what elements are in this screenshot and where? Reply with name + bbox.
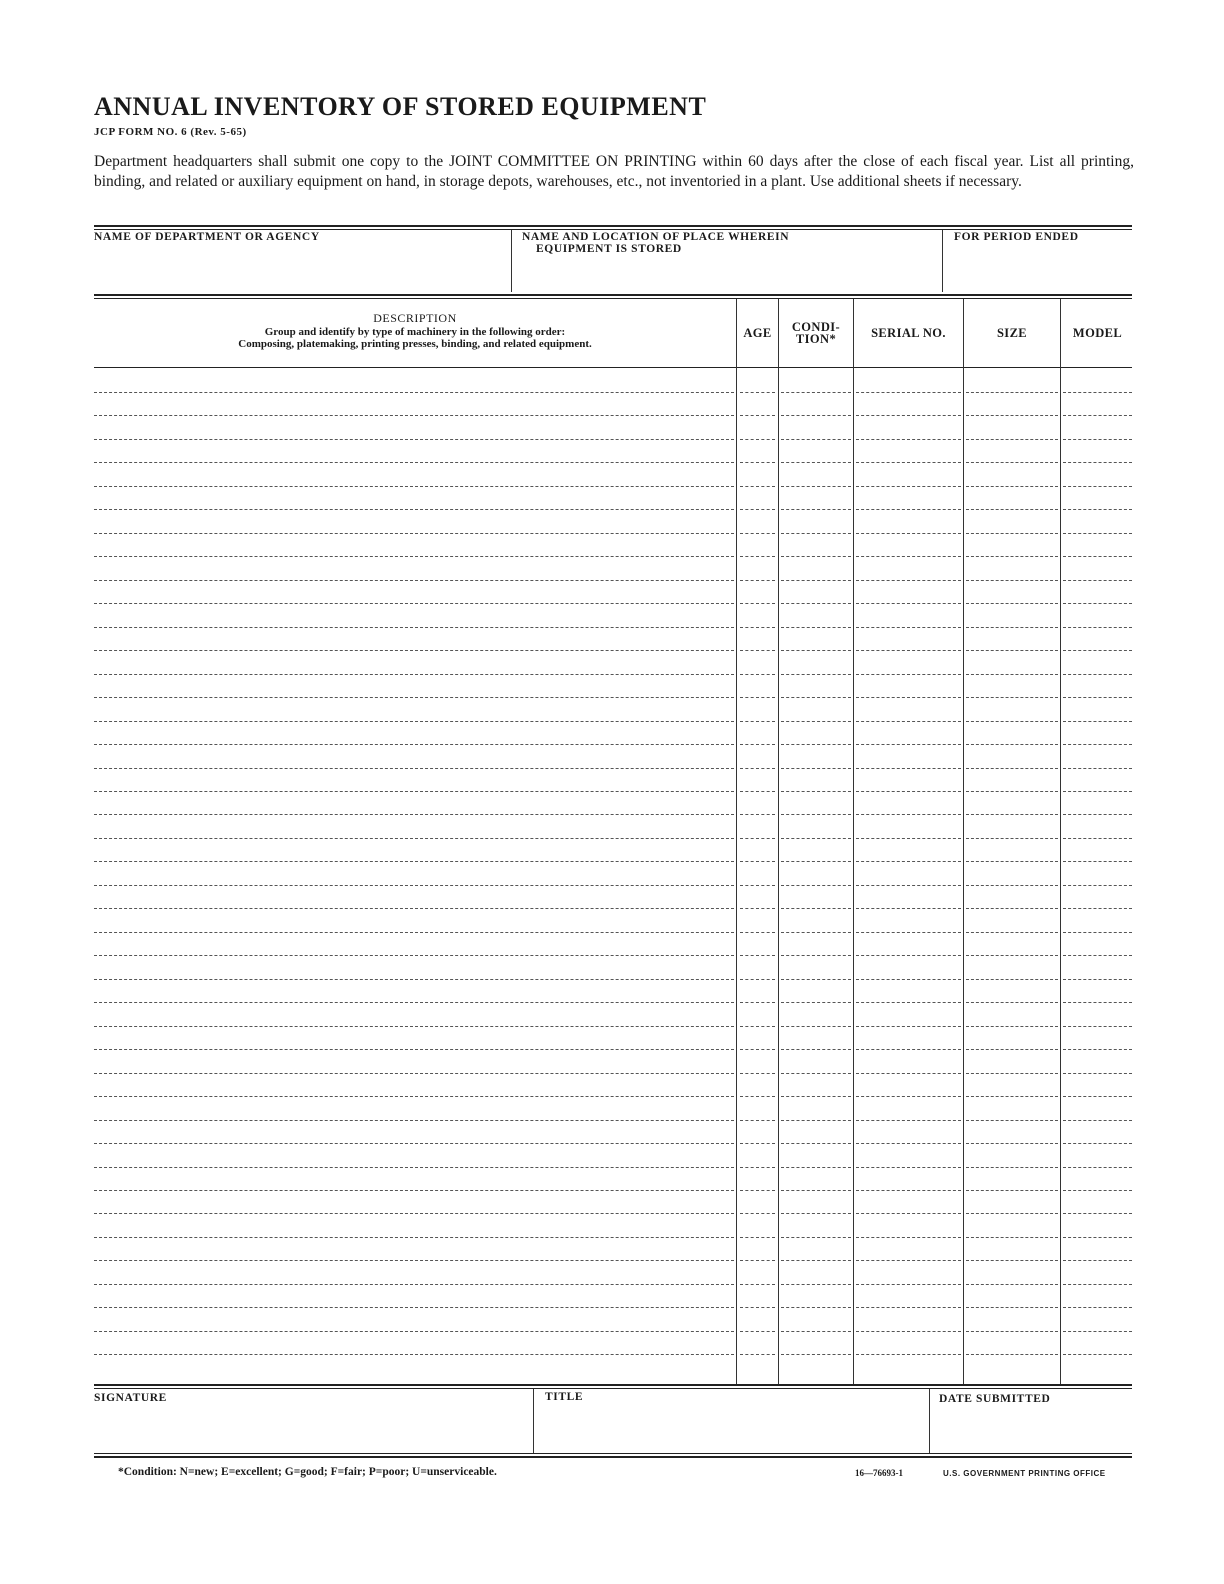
entry-line[interactable] bbox=[856, 486, 961, 487]
entry-line[interactable] bbox=[740, 721, 775, 722]
entry-line[interactable] bbox=[1063, 603, 1132, 604]
entry-line[interactable] bbox=[966, 439, 1058, 440]
entry-line[interactable] bbox=[1063, 392, 1132, 393]
entry-line[interactable] bbox=[966, 1190, 1058, 1191]
entry-line[interactable] bbox=[1063, 744, 1132, 745]
entry-line[interactable] bbox=[781, 885, 851, 886]
entry-line[interactable] bbox=[1063, 627, 1132, 628]
col-divider-model bbox=[1060, 299, 1061, 1384]
entry-line[interactable] bbox=[1063, 861, 1132, 862]
entry-line[interactable] bbox=[966, 1237, 1058, 1238]
entry-line[interactable] bbox=[966, 768, 1058, 769]
entry-line[interactable] bbox=[966, 650, 1058, 651]
entry-line[interactable] bbox=[740, 603, 775, 604]
location-label-line1: NAME AND LOCATION OF PLACE WHEREIN bbox=[522, 231, 790, 243]
entry-line[interactable] bbox=[856, 721, 961, 722]
entry-line[interactable] bbox=[1063, 721, 1132, 722]
entry-line[interactable] bbox=[966, 556, 1058, 557]
entry-line[interactable] bbox=[1063, 838, 1132, 839]
table-top-rule-thick bbox=[94, 294, 1132, 296]
col-divider-age bbox=[736, 299, 737, 1384]
entry-line[interactable] bbox=[94, 932, 734, 933]
entry-line[interactable] bbox=[1063, 1120, 1132, 1121]
form-code: 16—76693-1 bbox=[855, 1468, 903, 1478]
entry-line[interactable] bbox=[94, 814, 734, 815]
entry-line[interactable] bbox=[781, 1167, 851, 1168]
entry-line[interactable] bbox=[966, 1120, 1058, 1121]
entry-line[interactable] bbox=[1063, 697, 1132, 698]
entry-line[interactable] bbox=[740, 650, 775, 651]
entry-line[interactable] bbox=[781, 744, 851, 745]
entry-line[interactable] bbox=[781, 1026, 851, 1027]
entry-line[interactable] bbox=[1063, 1331, 1132, 1332]
entry-line[interactable] bbox=[1063, 885, 1132, 886]
entry-line[interactable] bbox=[856, 1307, 961, 1308]
entry-line[interactable] bbox=[94, 721, 734, 722]
entry-line[interactable] bbox=[856, 439, 961, 440]
size-header: SIZE bbox=[996, 326, 1028, 340]
entry-line[interactable] bbox=[94, 674, 734, 675]
entry-line[interactable] bbox=[856, 1284, 961, 1285]
entry-line[interactable] bbox=[966, 580, 1058, 581]
entry-line[interactable] bbox=[966, 1331, 1058, 1332]
entry-line[interactable] bbox=[94, 1260, 734, 1261]
entry-line[interactable] bbox=[740, 955, 775, 956]
entry-line[interactable] bbox=[1063, 768, 1132, 769]
entry-line[interactable] bbox=[856, 1096, 961, 1097]
entry-line[interactable] bbox=[856, 1190, 961, 1191]
entry-line[interactable] bbox=[856, 674, 961, 675]
entry-line[interactable] bbox=[966, 838, 1058, 839]
entry-line[interactable] bbox=[781, 1143, 851, 1144]
entry-line[interactable] bbox=[94, 1002, 734, 1003]
entry-line[interactable] bbox=[1063, 1002, 1132, 1003]
entry-line[interactable] bbox=[856, 650, 961, 651]
entry-line[interactable] bbox=[781, 768, 851, 769]
entry-line[interactable] bbox=[94, 650, 734, 651]
entry-line[interactable] bbox=[966, 462, 1058, 463]
entry-line[interactable] bbox=[856, 1143, 961, 1144]
entry-line[interactable] bbox=[1063, 1354, 1132, 1355]
entry-line[interactable] bbox=[94, 791, 734, 792]
form-number: JCP FORM NO. 6 (Rev. 5-65) bbox=[94, 126, 247, 138]
entry-line[interactable] bbox=[1063, 1049, 1132, 1050]
description-header bbox=[94, 312, 736, 350]
entry-line[interactable] bbox=[856, 1002, 961, 1003]
entry-line[interactable] bbox=[1063, 1167, 1132, 1168]
entry-line[interactable] bbox=[781, 697, 851, 698]
entry-line[interactable] bbox=[94, 509, 734, 510]
entry-line[interactable] bbox=[1063, 1237, 1132, 1238]
entry-line[interactable] bbox=[740, 1260, 775, 1261]
age-header: AGE bbox=[743, 326, 772, 340]
entry-line[interactable] bbox=[856, 697, 961, 698]
entry-line[interactable] bbox=[966, 509, 1058, 510]
entry-line[interactable] bbox=[740, 791, 775, 792]
location-field-label bbox=[522, 231, 789, 255]
entry-line[interactable] bbox=[94, 885, 734, 886]
entry-line[interactable] bbox=[1063, 814, 1132, 815]
entry-line[interactable] bbox=[1063, 650, 1132, 651]
location-field[interactable] bbox=[514, 260, 938, 290]
entry-line[interactable] bbox=[966, 533, 1058, 534]
entry-line[interactable] bbox=[856, 415, 961, 416]
entry-line[interactable] bbox=[966, 697, 1058, 698]
entry-line[interactable] bbox=[856, 1260, 961, 1261]
entry-line[interactable] bbox=[966, 1354, 1058, 1355]
entry-line[interactable] bbox=[966, 1284, 1058, 1285]
entry-line[interactable] bbox=[740, 697, 775, 698]
entry-line[interactable] bbox=[966, 908, 1058, 909]
entry-line[interactable] bbox=[740, 1049, 775, 1050]
entry-line[interactable] bbox=[94, 979, 734, 980]
entry-line[interactable] bbox=[94, 768, 734, 769]
entry-line[interactable] bbox=[740, 580, 775, 581]
entry-line[interactable] bbox=[1063, 955, 1132, 956]
col-divider-serial bbox=[853, 299, 854, 1384]
bottom-rule-thin bbox=[94, 1388, 1132, 1389]
model-header: MODEL bbox=[1072, 326, 1123, 340]
entry-line[interactable] bbox=[94, 556, 734, 557]
entry-line[interactable] bbox=[856, 556, 961, 557]
entry-line[interactable] bbox=[740, 1026, 775, 1027]
entry-line[interactable] bbox=[1063, 415, 1132, 416]
entry-line[interactable] bbox=[740, 885, 775, 886]
entry-line[interactable] bbox=[740, 1096, 775, 1097]
entry-line[interactable] bbox=[781, 861, 851, 862]
entry-line[interactable] bbox=[856, 979, 961, 980]
entry-line[interactable] bbox=[856, 768, 961, 769]
entry-line[interactable] bbox=[856, 1073, 961, 1074]
entry-line[interactable] bbox=[94, 580, 734, 581]
condition-header-line2: TION* bbox=[795, 332, 837, 346]
entry-line[interactable] bbox=[966, 1213, 1058, 1214]
entry-line[interactable] bbox=[781, 814, 851, 815]
entry-line[interactable] bbox=[94, 439, 734, 440]
top-divider-2 bbox=[942, 230, 943, 292]
entry-line[interactable] bbox=[740, 768, 775, 769]
entry-line[interactable] bbox=[781, 580, 851, 581]
entry-line[interactable] bbox=[966, 486, 1058, 487]
entry-line[interactable] bbox=[740, 674, 775, 675]
entry-line[interactable] bbox=[966, 979, 1058, 980]
entry-line[interactable] bbox=[94, 1120, 734, 1121]
entry-line[interactable] bbox=[1063, 533, 1132, 534]
entry-line[interactable] bbox=[1063, 439, 1132, 440]
entry-line[interactable] bbox=[740, 1354, 775, 1355]
entry-line[interactable] bbox=[94, 1049, 734, 1050]
entry-line[interactable] bbox=[94, 1190, 734, 1191]
entry-line[interactable] bbox=[856, 955, 961, 956]
entry-line[interactable] bbox=[94, 1284, 734, 1285]
entry-line[interactable] bbox=[740, 1213, 775, 1214]
serial-header: SERIAL NO. bbox=[871, 326, 946, 340]
entry-line[interactable] bbox=[94, 744, 734, 745]
title-field[interactable] bbox=[537, 1408, 925, 1450]
entry-line[interactable] bbox=[94, 1354, 734, 1355]
entry-line[interactable] bbox=[856, 814, 961, 815]
entry-line[interactable] bbox=[740, 1284, 775, 1285]
condition-header bbox=[779, 298, 853, 368]
entry-line[interactable] bbox=[740, 1002, 775, 1003]
entry-line[interactable] bbox=[856, 462, 961, 463]
entry-line[interactable] bbox=[781, 1073, 851, 1074]
entry-line[interactable] bbox=[740, 1073, 775, 1074]
entry-line[interactable] bbox=[781, 1213, 851, 1214]
entry-line[interactable] bbox=[94, 603, 734, 604]
entry-line[interactable] bbox=[856, 1026, 961, 1027]
entry-line[interactable] bbox=[856, 885, 961, 886]
entry-line[interactable] bbox=[966, 1026, 1058, 1027]
entry-line[interactable] bbox=[1063, 1073, 1132, 1074]
entry-line[interactable] bbox=[781, 1284, 851, 1285]
entry-line[interactable] bbox=[856, 627, 961, 628]
entry-line[interactable] bbox=[781, 415, 851, 416]
entry-line[interactable] bbox=[781, 721, 851, 722]
entry-line[interactable] bbox=[781, 1190, 851, 1191]
entry-line[interactable] bbox=[781, 1002, 851, 1003]
description-note-line1: Group and identify by type of machinery in the following order: bbox=[264, 326, 566, 338]
entry-line[interactable] bbox=[966, 674, 1058, 675]
entry-line[interactable] bbox=[781, 627, 851, 628]
entry-line[interactable] bbox=[740, 1120, 775, 1121]
top-divider-1 bbox=[511, 230, 512, 292]
footer-rule-thin bbox=[94, 1453, 1132, 1454]
entry-line[interactable] bbox=[94, 486, 734, 487]
entry-line[interactable] bbox=[781, 1331, 851, 1332]
condition-header-line1: CONDI- bbox=[791, 320, 841, 334]
entry-line[interactable] bbox=[1063, 908, 1132, 909]
entry-line[interactable] bbox=[740, 1331, 775, 1332]
entry-line[interactable] bbox=[966, 1167, 1058, 1168]
entry-line[interactable] bbox=[966, 861, 1058, 862]
entry-line[interactable] bbox=[856, 1167, 961, 1168]
entry-line[interactable] bbox=[94, 1073, 734, 1074]
entry-line[interactable] bbox=[781, 462, 851, 463]
entry-line[interactable] bbox=[94, 533, 734, 534]
entry-line[interactable] bbox=[1063, 1260, 1132, 1261]
entry-line[interactable] bbox=[1063, 556, 1132, 557]
entry-line[interactable] bbox=[781, 1354, 851, 1355]
entry-line[interactable] bbox=[94, 627, 734, 628]
signature-field-label: SIGNATURE bbox=[94, 1392, 167, 1404]
entry-line[interactable] bbox=[781, 603, 851, 604]
entry-line[interactable] bbox=[94, 838, 734, 839]
period-field[interactable] bbox=[946, 248, 1130, 290]
entry-line[interactable] bbox=[856, 861, 961, 862]
entry-line[interactable] bbox=[740, 415, 775, 416]
entry-line[interactable] bbox=[966, 955, 1058, 956]
entry-line[interactable] bbox=[856, 1331, 961, 1332]
col-divider-size bbox=[963, 299, 964, 1384]
entry-line[interactable] bbox=[966, 744, 1058, 745]
entry-line[interactable] bbox=[856, 838, 961, 839]
entry-line[interactable] bbox=[966, 932, 1058, 933]
entry-line[interactable] bbox=[740, 932, 775, 933]
entry-line[interactable] bbox=[1063, 580, 1132, 581]
entry-line[interactable] bbox=[966, 1073, 1058, 1074]
entry-line[interactable] bbox=[1063, 1284, 1132, 1285]
entry-line[interactable] bbox=[740, 509, 775, 510]
entry-line[interactable] bbox=[966, 1002, 1058, 1003]
entry-line[interactable] bbox=[1063, 791, 1132, 792]
entry-line[interactable] bbox=[856, 932, 961, 933]
entry-line[interactable] bbox=[740, 744, 775, 745]
instructions-text: Department headquarters shall submit one copy to the JOINT COMMITTEE ON PRINTING within 60 days after the close of each fiscal year. List all printing, binding, and related or auxiliary equipment on hand, in storage depots, warehouses, etc., not inventoried in a plant. Use additional sheets if necessary. bbox=[94, 153, 1134, 190]
entry-line[interactable] bbox=[856, 603, 961, 604]
entry-line[interactable] bbox=[1063, 1190, 1132, 1191]
entry-line[interactable] bbox=[94, 697, 734, 698]
entry-line[interactable] bbox=[966, 603, 1058, 604]
entry-line[interactable] bbox=[1063, 979, 1132, 980]
entry-line[interactable] bbox=[94, 415, 734, 416]
period-field-label: FOR PERIOD ENDED bbox=[954, 231, 1079, 243]
bottom-rule-thick bbox=[94, 1384, 1132, 1386]
entry-line[interactable] bbox=[781, 908, 851, 909]
entry-line[interactable] bbox=[1063, 1026, 1132, 1027]
entry-line[interactable] bbox=[781, 1049, 851, 1050]
entry-line[interactable] bbox=[740, 861, 775, 862]
entry-line[interactable] bbox=[1063, 932, 1132, 933]
entry-line[interactable] bbox=[740, 1307, 775, 1308]
entry-line[interactable] bbox=[781, 650, 851, 651]
description-note-line2: Composing, platemaking, printing presses, binding, and related equipment. bbox=[238, 338, 592, 350]
entry-line[interactable] bbox=[740, 392, 775, 393]
department-field-label: NAME OF DEPARTMENT OR AGENCY bbox=[94, 231, 320, 243]
entry-line[interactable] bbox=[94, 1307, 734, 1308]
entry-line[interactable] bbox=[781, 791, 851, 792]
entry-line[interactable] bbox=[781, 1307, 851, 1308]
entry-line[interactable] bbox=[781, 1096, 851, 1097]
printer-imprint: U.S. GOVERNMENT PRINTING OFFICE bbox=[943, 1469, 1106, 1478]
entry-line[interactable] bbox=[966, 885, 1058, 886]
footer-rule-thick bbox=[94, 1456, 1132, 1458]
entry-line[interactable] bbox=[966, 415, 1058, 416]
entry-line[interactable] bbox=[740, 627, 775, 628]
form-title: ANNUAL INVENTORY OF STORED EQUIPMENT bbox=[94, 92, 707, 121]
entry-line[interactable] bbox=[94, 861, 734, 862]
bottom-divider-2 bbox=[929, 1389, 930, 1453]
entry-line[interactable] bbox=[781, 979, 851, 980]
entry-line[interactable] bbox=[740, 908, 775, 909]
entry-line[interactable] bbox=[781, 392, 851, 393]
entry-line[interactable] bbox=[966, 1143, 1058, 1144]
entry-line[interactable] bbox=[740, 979, 775, 980]
entry-line[interactable] bbox=[1063, 1143, 1132, 1144]
entry-line[interactable] bbox=[966, 1260, 1058, 1261]
entry-line[interactable] bbox=[856, 1213, 961, 1214]
entry-line[interactable] bbox=[94, 1026, 734, 1027]
entry-line[interactable] bbox=[856, 533, 961, 534]
entry-line[interactable] bbox=[94, 908, 734, 909]
entry-line[interactable] bbox=[856, 744, 961, 745]
entry-line[interactable] bbox=[1063, 1307, 1132, 1308]
entry-line[interactable] bbox=[1063, 674, 1132, 675]
entry-line[interactable] bbox=[94, 1167, 734, 1168]
entry-line[interactable] bbox=[966, 791, 1058, 792]
entry-line[interactable] bbox=[94, 1096, 734, 1097]
entry-line[interactable] bbox=[856, 509, 961, 510]
entry-line[interactable] bbox=[740, 1143, 775, 1144]
entry-line[interactable] bbox=[781, 509, 851, 510]
description-title: DESCRIPTION bbox=[373, 311, 457, 325]
entry-line[interactable] bbox=[781, 674, 851, 675]
entry-line[interactable] bbox=[966, 1049, 1058, 1050]
entry-line[interactable] bbox=[781, 932, 851, 933]
signature-field[interactable] bbox=[94, 1408, 530, 1450]
entry-line[interactable] bbox=[94, 462, 734, 463]
entry-line[interactable] bbox=[94, 955, 734, 956]
entry-line[interactable] bbox=[740, 1237, 775, 1238]
entry-line[interactable] bbox=[781, 838, 851, 839]
entry-line[interactable] bbox=[856, 1120, 961, 1121]
entry-line[interactable] bbox=[781, 955, 851, 956]
entry-line[interactable] bbox=[856, 1237, 961, 1238]
entry-line[interactable] bbox=[781, 439, 851, 440]
entry-line[interactable] bbox=[94, 392, 734, 393]
entry-line[interactable] bbox=[1063, 486, 1132, 487]
entry-line[interactable] bbox=[740, 439, 775, 440]
entry-line[interactable] bbox=[94, 1237, 734, 1238]
entry-line[interactable] bbox=[966, 814, 1058, 815]
entry-line[interactable] bbox=[781, 556, 851, 557]
entry-line[interactable] bbox=[1063, 1213, 1132, 1214]
entry-line[interactable] bbox=[781, 533, 851, 534]
department-field[interactable] bbox=[94, 248, 506, 290]
entry-line[interactable] bbox=[94, 1213, 734, 1214]
entry-line[interactable] bbox=[856, 1354, 961, 1355]
entry-line[interactable] bbox=[740, 1190, 775, 1191]
entry-line[interactable] bbox=[1063, 1096, 1132, 1097]
entry-line[interactable] bbox=[781, 486, 851, 487]
entry-line[interactable] bbox=[1063, 462, 1132, 463]
entry-line[interactable] bbox=[740, 533, 775, 534]
entry-line[interactable] bbox=[740, 1167, 775, 1168]
entry-line[interactable] bbox=[856, 580, 961, 581]
entry-line[interactable] bbox=[966, 392, 1058, 393]
entry-line[interactable] bbox=[740, 814, 775, 815]
title-field-label: TITLE bbox=[545, 1391, 584, 1403]
location-label-line2: EQUIPMENT IS STORED bbox=[536, 243, 682, 255]
entry-line[interactable] bbox=[966, 1307, 1058, 1308]
entry-line[interactable] bbox=[781, 1237, 851, 1238]
entry-line[interactable] bbox=[740, 838, 775, 839]
top-rule-thin bbox=[94, 229, 1132, 230]
entry-line[interactable] bbox=[966, 721, 1058, 722]
entry-line[interactable] bbox=[856, 908, 961, 909]
entry-line[interactable] bbox=[856, 392, 961, 393]
bottom-divider-1 bbox=[533, 1389, 534, 1453]
entry-line[interactable] bbox=[740, 556, 775, 557]
entry-line[interactable] bbox=[856, 1049, 961, 1050]
col-divider-condition bbox=[778, 299, 779, 1384]
entry-line[interactable] bbox=[966, 627, 1058, 628]
entry-line[interactable] bbox=[94, 1331, 734, 1332]
top-rule-thick bbox=[94, 225, 1132, 227]
entry-line[interactable] bbox=[856, 791, 961, 792]
entry-line[interactable] bbox=[740, 462, 775, 463]
date-submitted-label: DATE SUBMITTED bbox=[939, 1393, 1051, 1405]
entry-line[interactable] bbox=[1063, 509, 1132, 510]
date-submitted-field[interactable] bbox=[933, 1410, 1131, 1450]
condition-footnote: *Condition: N=new; E=excellent; G=good; F=fair; P=poor; U=unserviceable. bbox=[118, 1466, 497, 1478]
entry-line[interactable] bbox=[740, 486, 775, 487]
entry-line[interactable] bbox=[781, 1120, 851, 1121]
entry-line[interactable] bbox=[781, 1260, 851, 1261]
entry-line[interactable] bbox=[966, 1096, 1058, 1097]
entry-line[interactable] bbox=[94, 1143, 734, 1144]
